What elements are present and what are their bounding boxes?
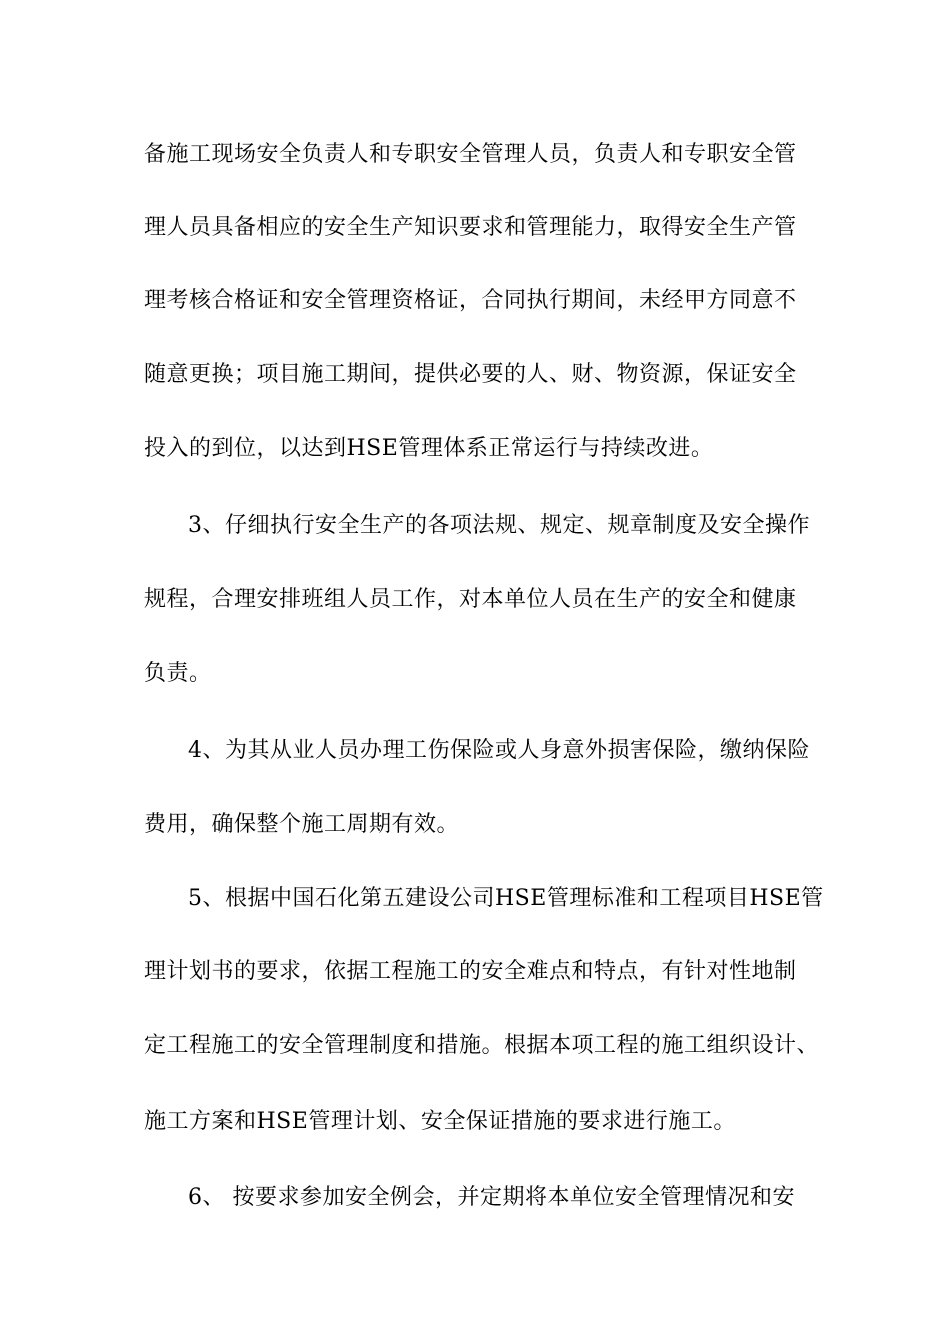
- body-text-line: 理考核合格证和安全管理资格证，合同执行期间，未经甲方同意不: [144, 288, 797, 313]
- body-text-line: 负责。: [144, 661, 212, 686]
- body-text-line: 施工方案和HSE管理计划、安全保证措施的要求进行施工。: [144, 1109, 736, 1134]
- body-text-line: 理计划书的要求，依据工程施工的安全难点和特点，有针对性地制: [144, 959, 797, 984]
- body-text-line: 规程，合理安排班组人员工作，对本单位人员在生产的安全和健康: [144, 587, 797, 612]
- body-text-line: 随意更换；项目施工期间，提供必要的人、财、物资源，保证安全: [144, 362, 797, 387]
- paragraph-3-start: 3、仔细执行安全生产的各项法规、规定、规章制度及安全操作: [188, 513, 810, 538]
- paragraph-4-start: 4、为其从业人员办理工伤保险或人身意外损害保险，缴纳保险: [188, 738, 810, 763]
- body-text-line: 投入的到位，以达到HSE管理体系正常运行与持续改进。: [144, 436, 714, 461]
- paragraph-6-start: 6、 按要求参加安全例会，并定期将本单位安全管理情况和安: [188, 1185, 795, 1210]
- body-text-line: 理人员具备相应的安全生产知识要求和管理能力，取得安全生产管: [144, 215, 797, 240]
- body-text-line: 定工程施工的安全管理制度和措施。根据本项工程的施工组织设计、: [144, 1033, 820, 1058]
- body-text-line: 备施工现场安全负责人和专职安全管理人员，负责人和专职安全管: [144, 142, 797, 167]
- paragraph-5-start: 5、根据中国石化第五建设公司HSE管理标准和工程项目HSE管: [188, 886, 824, 911]
- body-text-line: 费用，确保整个施工周期有效。: [144, 812, 460, 837]
